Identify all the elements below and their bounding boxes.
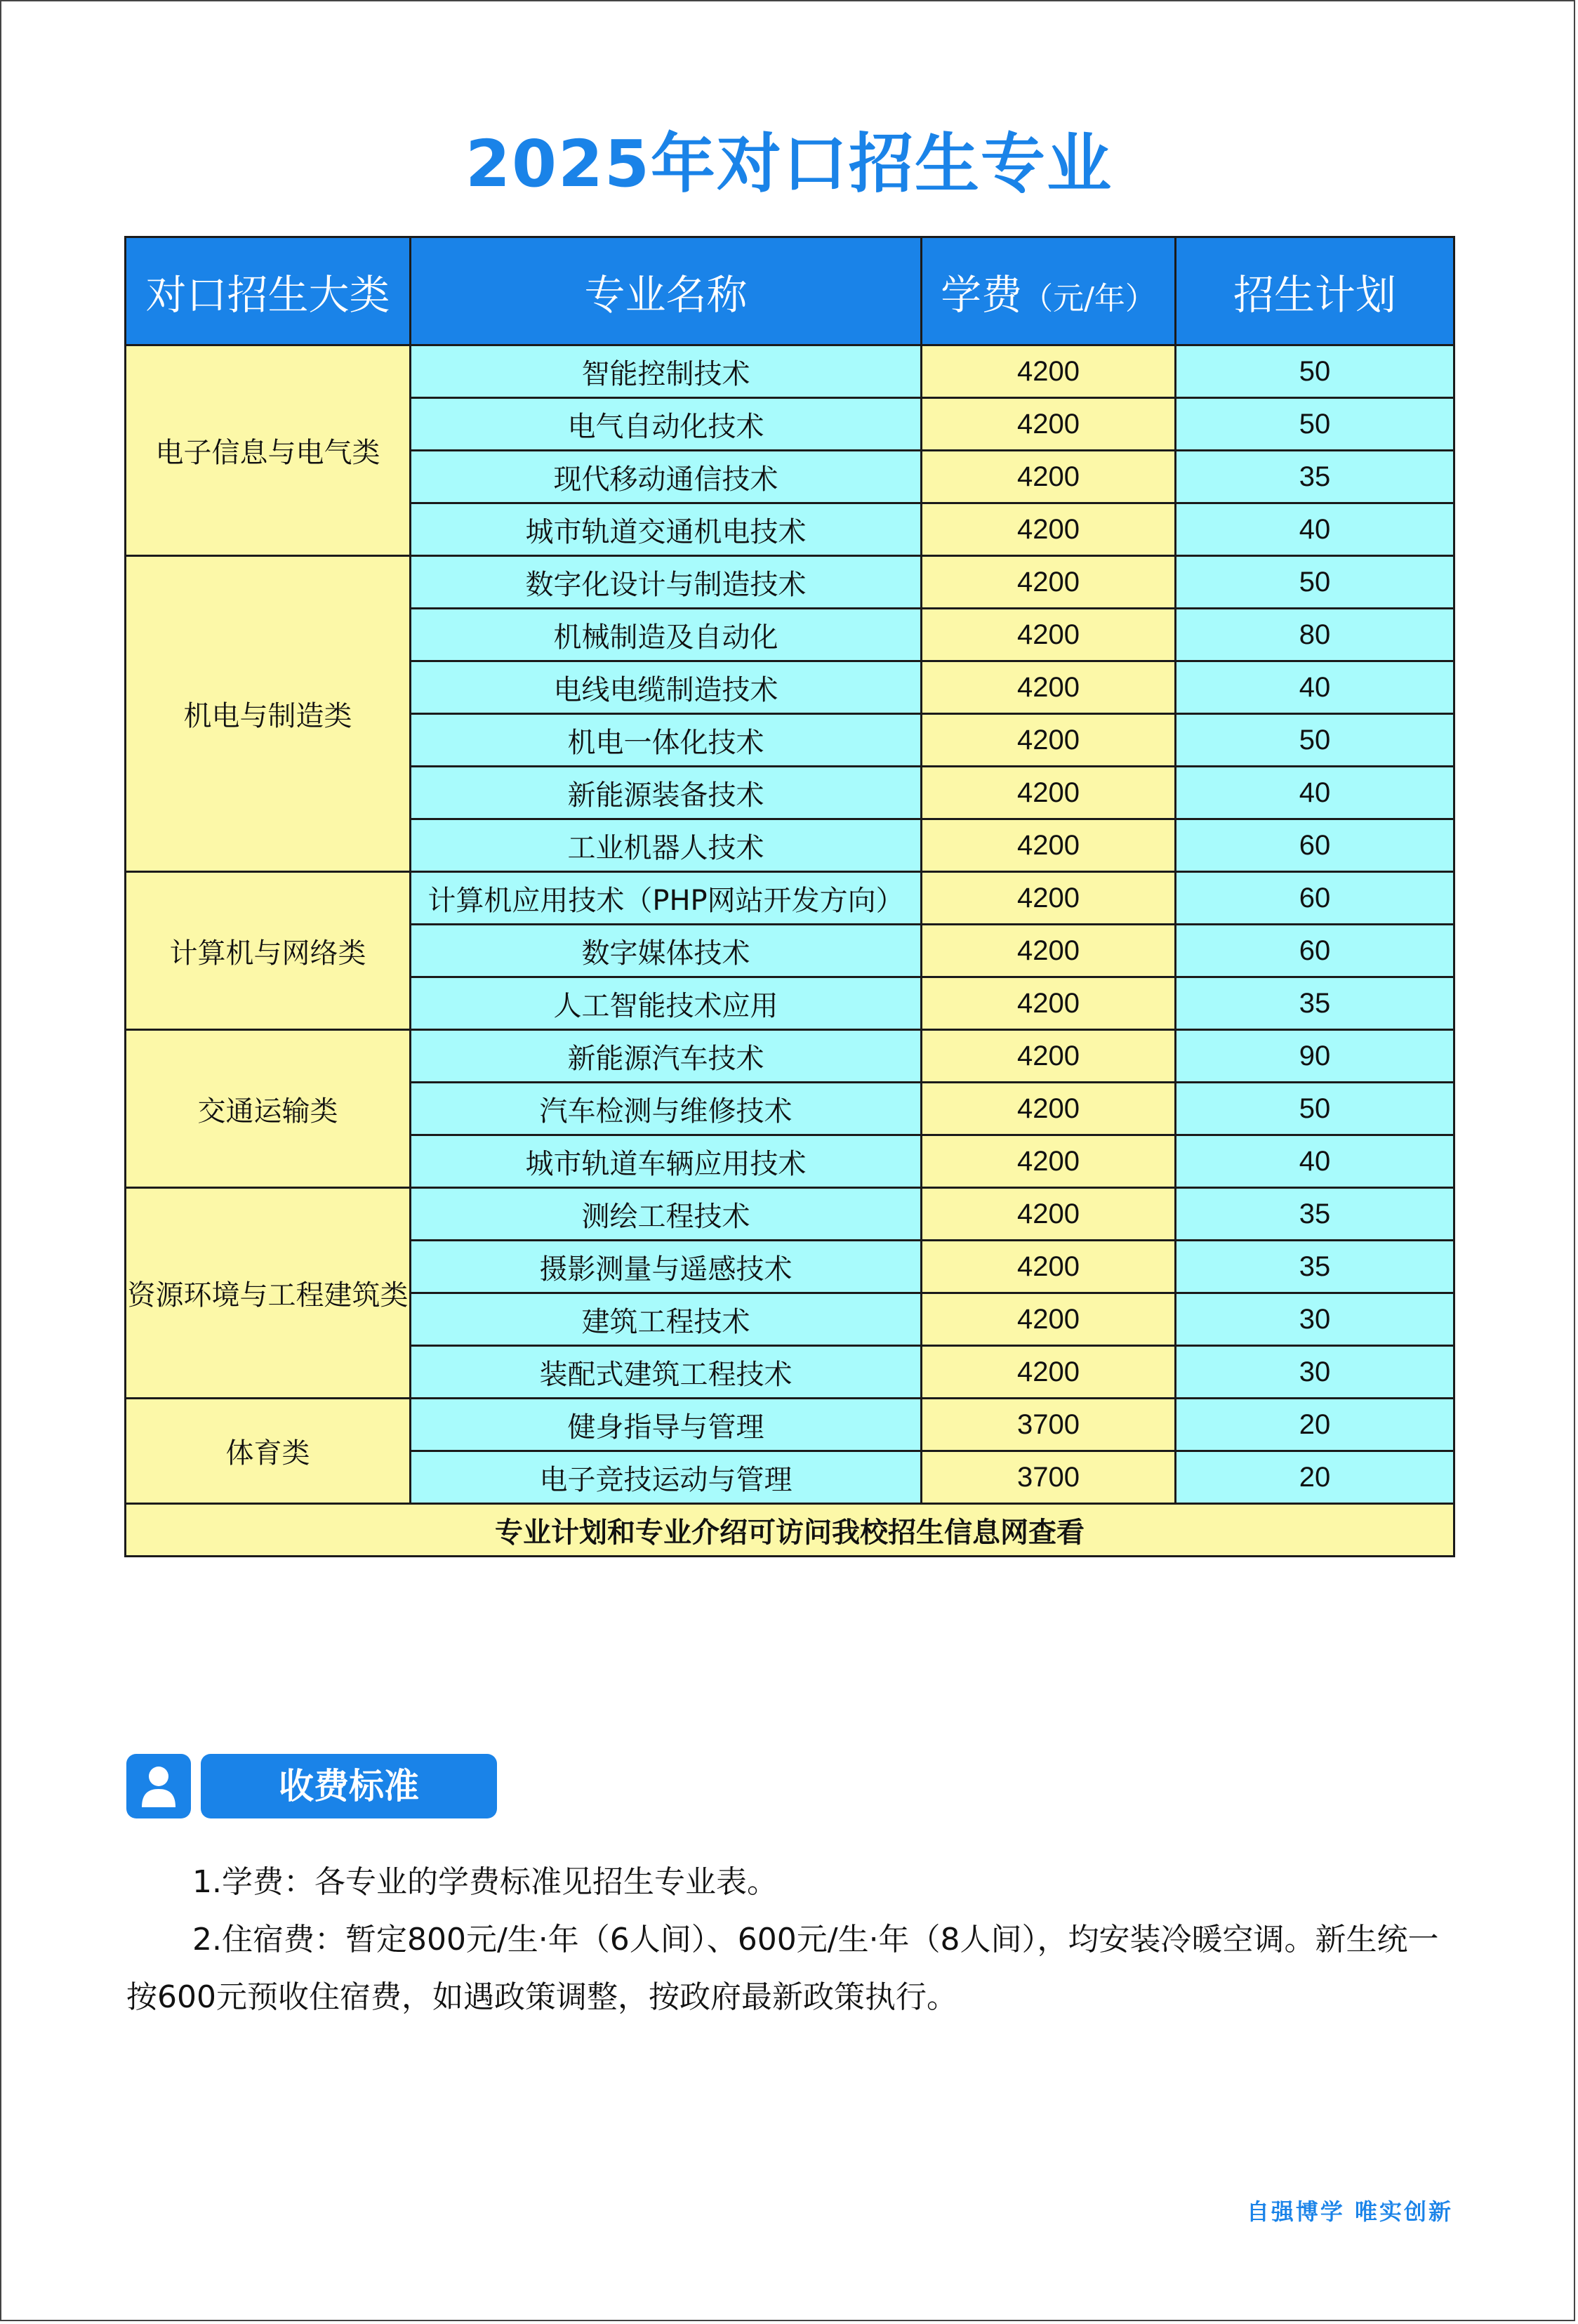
fee-cell: 4200 [922, 1135, 1176, 1188]
plan-cell: 40 [1176, 1135, 1454, 1188]
plan-cell: 35 [1176, 451, 1454, 503]
category-cell: 体育类 [126, 1399, 411, 1504]
table-row [126, 556, 1454, 609]
fee-cell: 4200 [922, 1293, 1176, 1346]
category-cell: 资源环境与工程建筑类 [126, 1188, 411, 1399]
header-fee-unit: （元/年） [1022, 280, 1156, 317]
fee-cell: 4200 [922, 1030, 1176, 1083]
fee-cell: 4200 [922, 714, 1176, 767]
table-row [126, 1188, 1454, 1241]
fee-cell: 4200 [922, 819, 1176, 872]
major-cell: 建筑工程技术 [411, 1293, 922, 1346]
fee-section-title: 收费标准 [201, 1754, 497, 1818]
plan-cell: 30 [1176, 1293, 1454, 1346]
table-header-row [126, 237, 1454, 345]
major-cell: 工业机器人技术 [411, 819, 922, 872]
major-cell: 新能源装备技术 [411, 767, 922, 819]
fee-cell: 4200 [922, 925, 1176, 977]
school-motto: 自强博学 唯实创新 [1246, 2198, 1453, 2225]
major-cell: 智能控制技术 [411, 345, 922, 398]
fee-cell: 4200 [922, 767, 1176, 819]
category-cell: 机电与制造类 [126, 556, 411, 872]
fee-cell: 4200 [922, 1083, 1176, 1135]
fee-cell: 4200 [922, 872, 1176, 925]
major-cell: 计算机应用技术（PHP网站开发方向） [411, 872, 922, 925]
fee-cell: 4200 [922, 1241, 1176, 1293]
major-cell: 摄影测量与遥感技术 [411, 1241, 922, 1293]
plan-cell: 20 [1176, 1451, 1454, 1504]
major-cell: 新能源汽车技术 [411, 1030, 922, 1083]
major-cell: 装配式建筑工程技术 [411, 1346, 922, 1399]
major-table [124, 236, 1455, 1557]
plan-cell: 40 [1176, 661, 1454, 714]
fee-cell: 4200 [922, 1188, 1176, 1241]
major-cell: 数字媒体技术 [411, 925, 922, 977]
plan-cell: 50 [1176, 345, 1454, 398]
table-row [126, 1399, 1454, 1451]
major-cell: 机电一体化技术 [411, 714, 922, 767]
footer-note: 专业计划和专业介绍可访问我校招生信息网查看 [126, 1504, 1454, 1557]
fee-cell: 4200 [922, 345, 1176, 398]
plan-cell: 60 [1176, 925, 1454, 977]
plan-cell: 60 [1176, 872, 1454, 925]
plan-cell: 90 [1176, 1030, 1454, 1083]
fee-cell: 4200 [922, 1346, 1176, 1399]
plan-cell: 60 [1176, 819, 1454, 872]
major-cell: 电气自动化技术 [411, 398, 922, 451]
major-cell: 汽车检测与维修技术 [411, 1083, 922, 1135]
table-footer-row [126, 1504, 1454, 1557]
fee-description [126, 1854, 1453, 2026]
plan-cell: 80 [1176, 609, 1454, 661]
major-cell: 健身指导与管理 [411, 1399, 922, 1451]
header-category: 对口招生大类 [126, 237, 411, 345]
user-icon [126, 1754, 191, 1818]
major-cell: 电子竞技运动与管理 [411, 1451, 922, 1504]
plan-cell: 50 [1176, 556, 1454, 609]
table-row [126, 345, 1454, 398]
header-plan: 招生计划 [1176, 237, 1454, 345]
table-body [126, 345, 1454, 1504]
header-fee: 学费（元/年） [922, 237, 1176, 345]
major-cell: 人工智能技术应用 [411, 977, 922, 1030]
major-cell: 数字化设计与制造技术 [411, 556, 922, 609]
fee-cell: 4200 [922, 609, 1176, 661]
fee-cell: 4200 [922, 398, 1176, 451]
plan-cell: 40 [1176, 767, 1454, 819]
fee-cell: 4200 [922, 977, 1176, 1030]
plan-cell: 50 [1176, 398, 1454, 451]
page-title: 2025年对口招生专业 [465, 126, 1113, 202]
major-cell: 城市轨道车辆应用技术 [411, 1135, 922, 1188]
fee-paragraph-dormitory: 2.住宿费：暂定800元/生·年（6人间）、600元/生·年（8人间），均安装冷暖空调。新生统一按600元预收住宿费，如遇政策调整，按政府最新政策执行。 [126, 1922, 1439, 2015]
plan-cell: 50 [1176, 714, 1454, 767]
fee-cell: 3700 [922, 1399, 1176, 1451]
table-row [126, 872, 1454, 925]
category-cell: 计算机与网络类 [126, 872, 411, 1030]
major-cell: 测绘工程技术 [411, 1188, 922, 1241]
major-cell: 电线电缆制造技术 [411, 661, 922, 714]
fee-paragraph-tuition: 1.学费：各专业的学费标准见招生专业表。 [192, 1864, 778, 1900]
plan-cell: 40 [1176, 503, 1454, 556]
plan-cell: 35 [1176, 1188, 1454, 1241]
major-cell: 城市轨道交通机电技术 [411, 503, 922, 556]
header-major: 专业名称 [411, 237, 922, 345]
fee-cell: 4200 [922, 556, 1176, 609]
category-cell: 电子信息与电气类 [126, 345, 411, 556]
major-cell: 现代移动通信技术 [411, 451, 922, 503]
table-row [126, 1030, 1454, 1083]
plan-cell: 20 [1176, 1399, 1454, 1451]
category-cell: 交通运输类 [126, 1030, 411, 1188]
fee-cell: 3700 [922, 1451, 1176, 1504]
plan-cell: 30 [1176, 1346, 1454, 1399]
fee-section-header [126, 1754, 498, 1818]
plan-cell: 35 [1176, 977, 1454, 1030]
fee-cell: 4200 [922, 503, 1176, 556]
plan-cell: 35 [1176, 1241, 1454, 1293]
major-cell: 机械制造及自动化 [411, 609, 922, 661]
fee-cell: 4200 [922, 451, 1176, 503]
fee-cell: 4200 [922, 661, 1176, 714]
plan-cell: 50 [1176, 1083, 1454, 1135]
